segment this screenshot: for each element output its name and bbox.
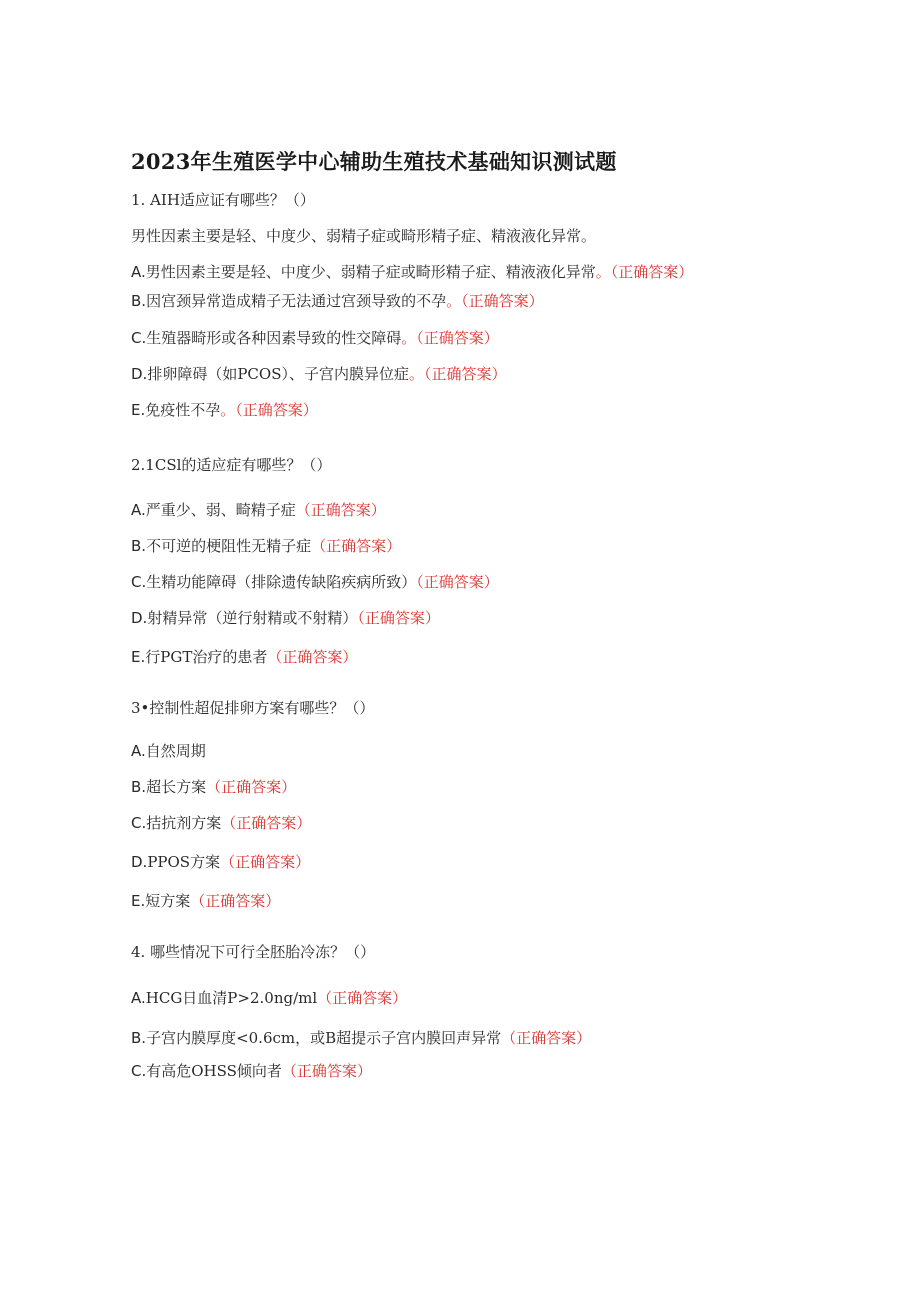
correct-answer-mark: （正确答案） — [295, 501, 386, 519]
correct-answer-mark: （正确答案） — [317, 989, 408, 1007]
q2-option-d — [131, 608, 440, 628]
option-text: HCG日血清P>2.0ng∕ml — [145, 989, 318, 1007]
q3-option-c — [131, 813, 311, 833]
correct-answer-mark: （正确答案） — [190, 892, 281, 910]
option-label: D. — [131, 609, 148, 627]
q1-option-e — [131, 400, 318, 420]
option-text: 免疫性不孕 — [145, 401, 221, 419]
q1-option-c — [131, 328, 499, 348]
q2-option-c — [131, 572, 499, 592]
correct-answer-mark: （正确答案） — [220, 853, 311, 871]
correct-answer-mark: （正确答案） — [416, 573, 499, 591]
option-text: 拮抗剂方案 — [146, 814, 222, 832]
question-2: 2.1CSl的适应症有哪些？（） — [131, 456, 332, 474]
correct-answer-mark: （正确答案） — [267, 648, 358, 666]
option-text: 生精功能障碍（排除遗传缺陷疾病所致） — [146, 573, 417, 591]
question-3: 3•控制性超促排卵方案有哪些？（） — [131, 699, 375, 717]
q1-option-a — [131, 262, 693, 282]
option-text: 生殖器畸形或各种因素导致的性交障碍 — [146, 329, 402, 347]
option-text: 短方案 — [145, 892, 191, 910]
option-label: D. — [131, 853, 148, 871]
correct-answer-mark: 。（正确答案） — [446, 292, 544, 310]
option-text: 严重少、弱、畸精子症 — [145, 501, 296, 519]
option-label: C. — [131, 814, 147, 832]
option-label: A. — [131, 742, 146, 760]
option-label: B. — [131, 292, 147, 310]
question-1: 1. AIH适应证有哪些？（） — [131, 191, 315, 209]
option-label: E. — [131, 892, 146, 910]
option-text: 自然周期 — [145, 742, 206, 760]
option-text: 子宫内膜厚度<0.6cm，或B超提示子宫内膜回声异常 — [146, 1029, 502, 1047]
correct-answer-mark: （正确答案） — [501, 1029, 592, 1047]
option-label: E. — [131, 401, 146, 419]
q3-option-e — [131, 891, 280, 911]
option-label: C. — [131, 329, 147, 347]
option-label: D. — [131, 365, 148, 383]
option-text: 有高危OHSS倾向者 — [146, 1062, 282, 1080]
q3-option-a — [131, 741, 206, 761]
option-label: E. — [131, 648, 146, 666]
option-label: C. — [131, 1062, 147, 1080]
option-text: 因宫颈异常造成精子无法通过宫颈导致的不孕 — [146, 292, 447, 310]
option-text: 超长方案 — [146, 778, 207, 796]
correct-answer-mark: 。（正确答案） — [401, 329, 499, 347]
correct-answer-mark: 。（正确答案） — [408, 365, 507, 383]
option-label: A. — [131, 501, 146, 519]
option-label: A. — [131, 263, 146, 281]
correct-answer-mark: （正确答案） — [221, 814, 312, 832]
option-label: B. — [131, 778, 147, 796]
q2-option-a — [131, 500, 386, 520]
q4-option-b — [131, 1028, 591, 1048]
option-text: PPOS方案 — [147, 853, 221, 871]
q4-option-a — [131, 988, 407, 1008]
page-title: 2023年生殖医学中心辅助生殖技术基础知识测试题 — [131, 149, 617, 174]
option-text: 排卵障碍（如PCOS）、子宫内膜异位症 — [147, 365, 409, 383]
correct-answer-mark: （正确答案） — [357, 609, 440, 627]
q2-option-e — [131, 647, 357, 667]
q4-option-c — [131, 1061, 372, 1081]
option-label: B. — [131, 1029, 147, 1047]
q3-option-b — [131, 777, 296, 797]
correct-answer-mark: 。（正确答案） — [220, 401, 318, 419]
q1-option-d — [131, 364, 507, 384]
option-text: 行PGT治疗的患者 — [145, 648, 268, 666]
correct-answer-mark: （正确答案） — [206, 778, 297, 796]
question-4: 4. 哪些情况下可行全胚胎冷冻？（） — [131, 943, 376, 961]
option-text: 射精异常（逆行射精或不射精） — [147, 609, 358, 627]
option-text: 男性因素主要是轻、中度少、弱精子症或畸形精子症、精液液化异常 — [145, 263, 596, 281]
question-1-stem-note: 男性因素主要是轻、中度少、弱精子症或畸形精子症、精液液化异常。 — [131, 227, 597, 245]
option-label: A. — [131, 989, 146, 1007]
option-label: C. — [131, 573, 147, 591]
option-label: B. — [131, 537, 147, 555]
option-text: 不可逆的梗阻性无精子症 — [146, 537, 312, 555]
correct-answer-mark: 。（正确答案） — [595, 263, 694, 281]
q1-option-b — [131, 291, 544, 311]
q3-option-d — [131, 852, 310, 872]
correct-answer-mark: （正确答案） — [311, 537, 402, 555]
q2-option-b — [131, 536, 401, 556]
correct-answer-mark: （正确答案） — [281, 1062, 372, 1080]
